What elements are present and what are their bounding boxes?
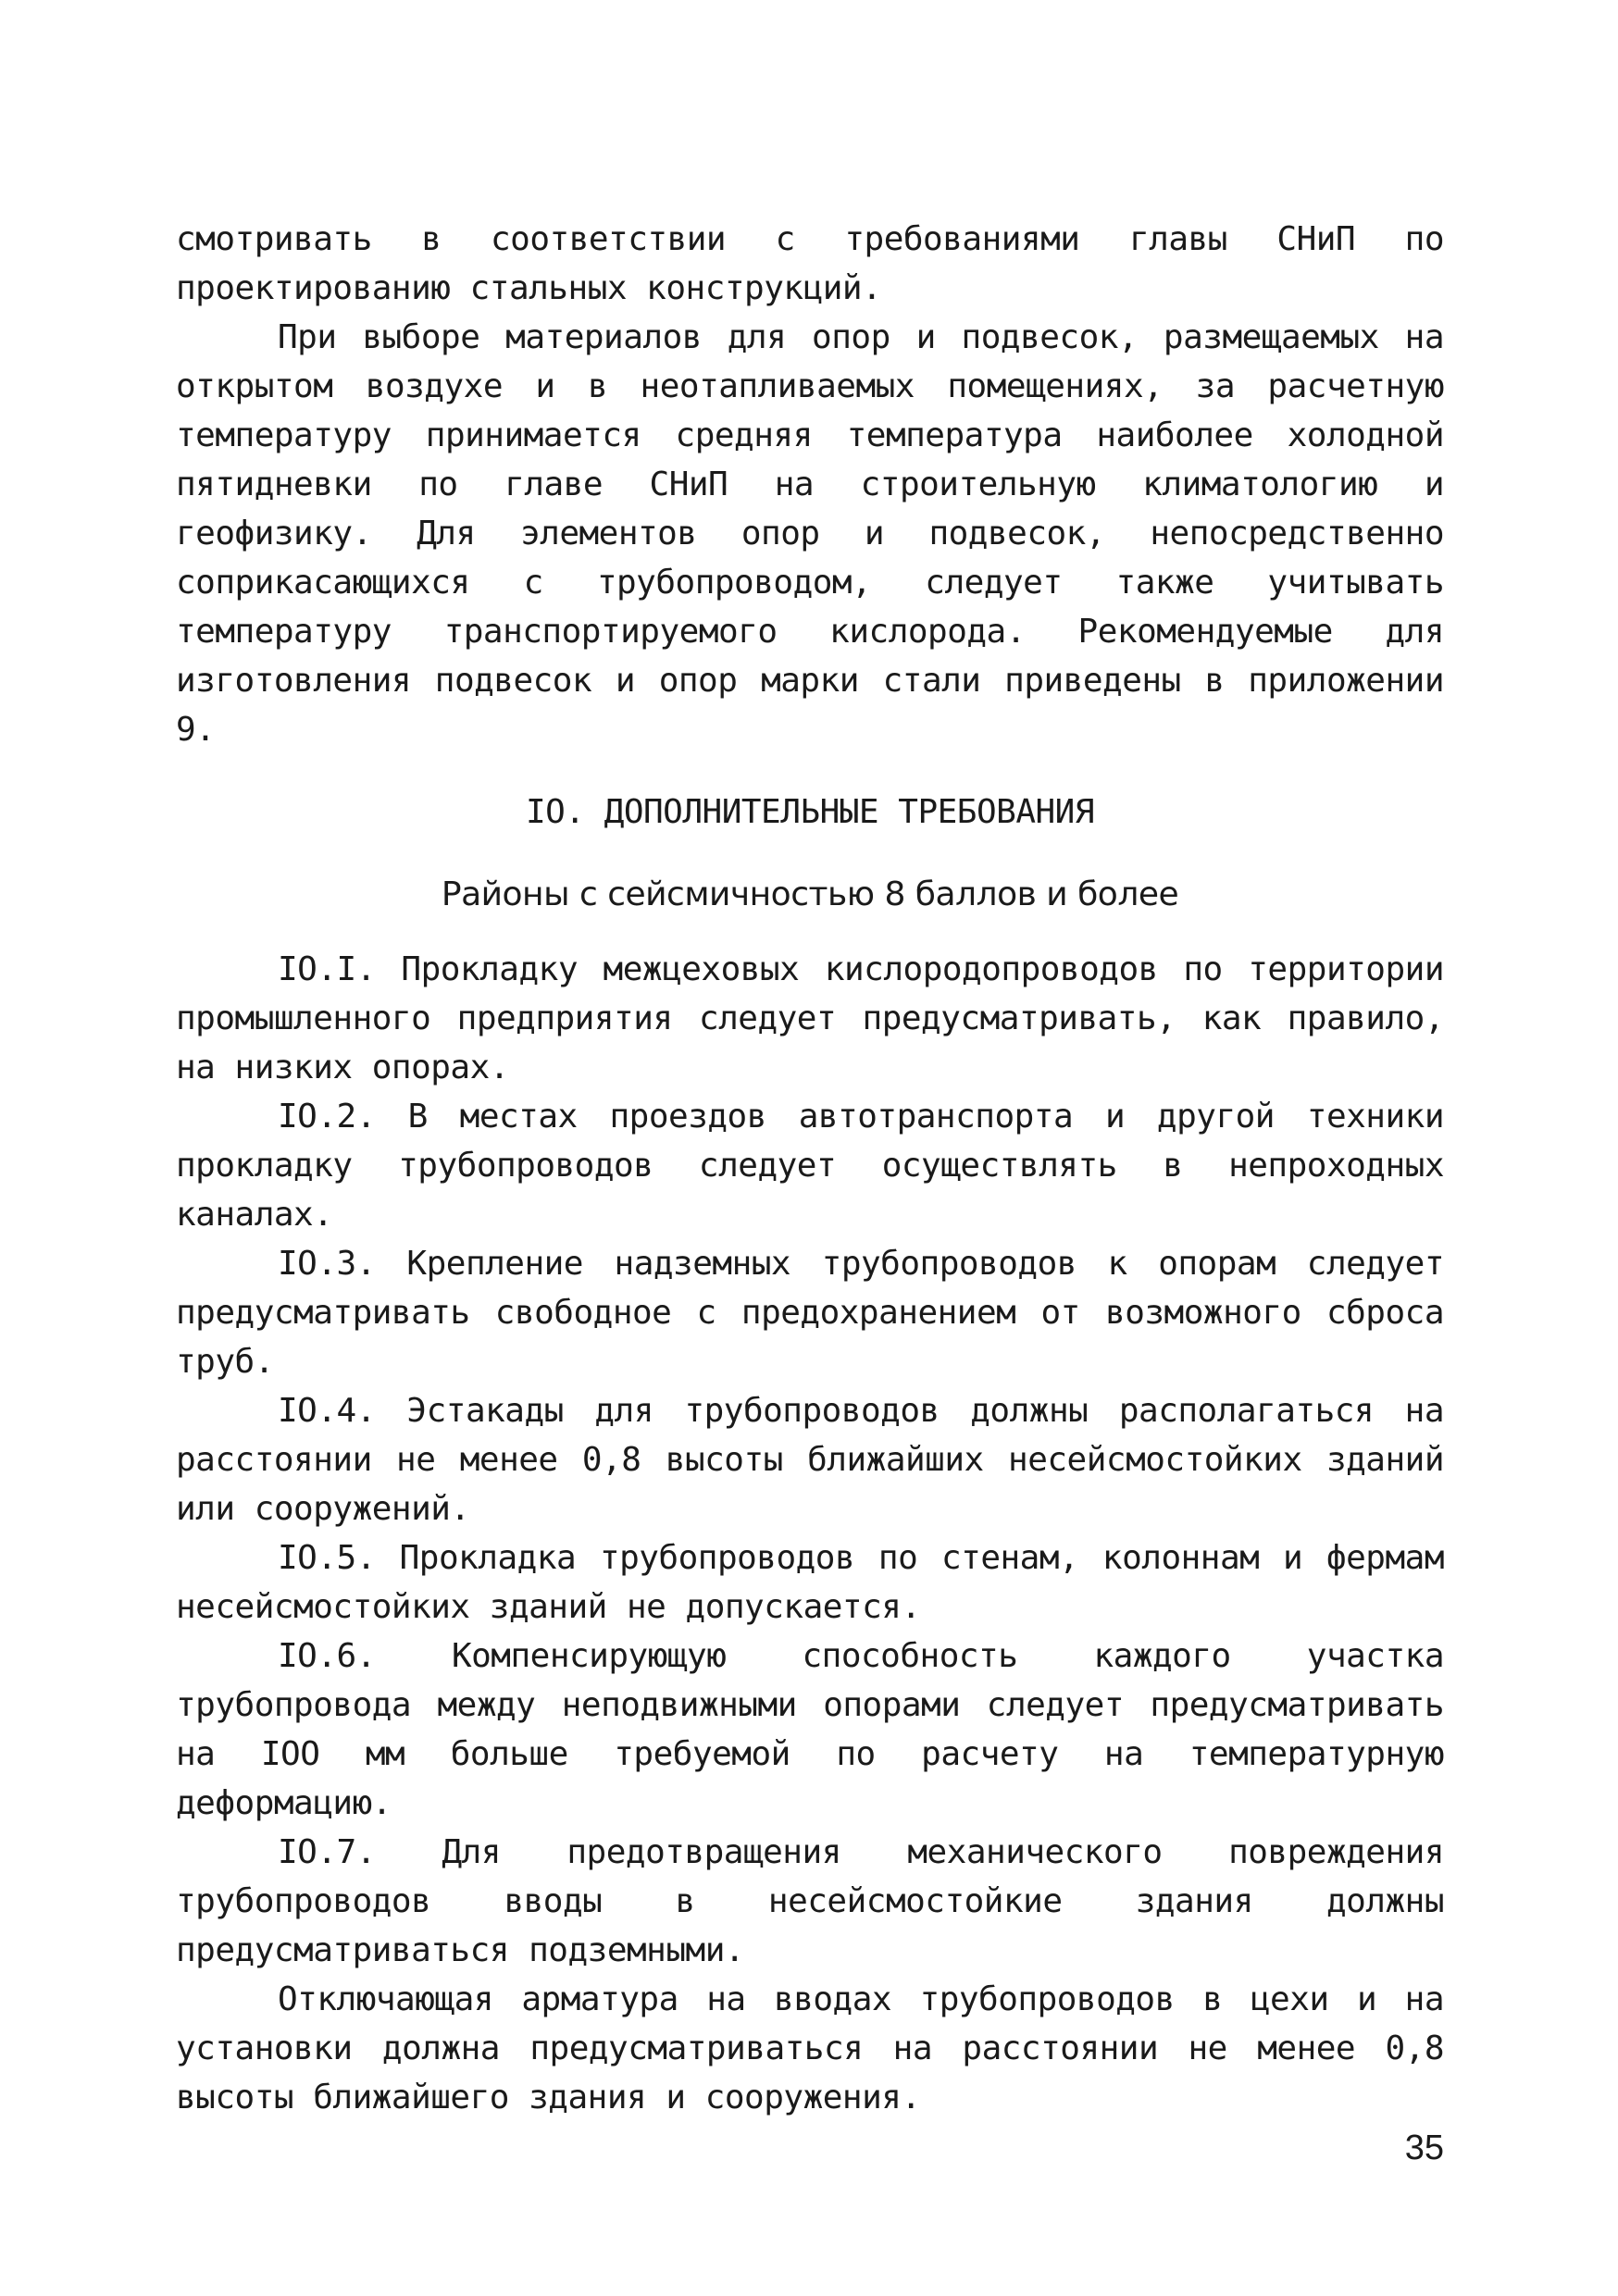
clause-10-6: IO.6. Компенсирующую способность каждого участка трубопровода между неподвижными опорами следует предусматривать на IOO мм больше требуемой по расчету на температурную деформацию.: [176, 1637, 1444, 1822]
section-heading: IO. ДОПОЛНИТЕЛЬНЫЕ ТРЕБОВАНИЯ: [525, 793, 1095, 831]
subsection-heading: Районы с сейсмичностью 8 баллов и более: [441, 875, 1179, 913]
clause-10-2: IO.2. В местах проездов автотранспорта и другой техники прокладку трубопроводов следует осуществлять в непроходных каналах.: [176, 1098, 1444, 1234]
clause-10-5: IO.5. Прокладка трубопроводов по стенам, колоннам и фермам несейсмостойких зданий не допускается.: [176, 1539, 1444, 1626]
closing-paragraph: Отключающая арматура на вводах трубопроводов в цехи и на установки должна предусматриваться на расстоянии не менее 0,8 высоты ближайшего здания и сооружения.: [176, 1980, 1444, 2116]
intro-paragraph: смотривать в соответствии с требованиями главы СНиП по проектированию стальных конструкций.: [176, 220, 1444, 307]
document-body: [176, 215, 1444, 2122]
clause-10-1: IO.I. Прокладку межцеховых кислородопроводов по территории промышленного предприятия следует предусматривать, как правило, на низких опорах.: [176, 950, 1444, 1086]
clause-10-7: IO.7. Для предотвращения механического повреждения трубопроводов вводы в несейсмостойкие здания должны предусматриваться подземными.: [176, 1833, 1444, 1969]
clause-10-4: IO.4. Эстакады для трубопроводов должны располагаться на расстоянии не менее 0,8 высоты ближайших несейсмостойких зданий или сооружений.: [176, 1392, 1444, 1528]
page-number: 35: [1404, 2128, 1444, 2167]
clause-10-3: IO.3. Крепление надземных трубопроводов к опорам следует предусматривать свободное с предохранением от возможного сброса труб.: [176, 1245, 1444, 1381]
materials-paragraph: При выборе материалов для опор и подвесок, размещаемых на открытом воздухе и в неотапливаемых помещениях, за расчетную температуру принимается средняя температура наиболее холодной пятидневки по главе СНиП на строительную климатологию и геофизику. Для элементов опор и подвесок, непосредственно соприкасающихся с трубопроводом, следует также учитывать температуру транспортируемого кислорода. Рекомендуемые для изготовления подвесок и опор марки стали приведены в приложении 9.: [176, 318, 1444, 749]
